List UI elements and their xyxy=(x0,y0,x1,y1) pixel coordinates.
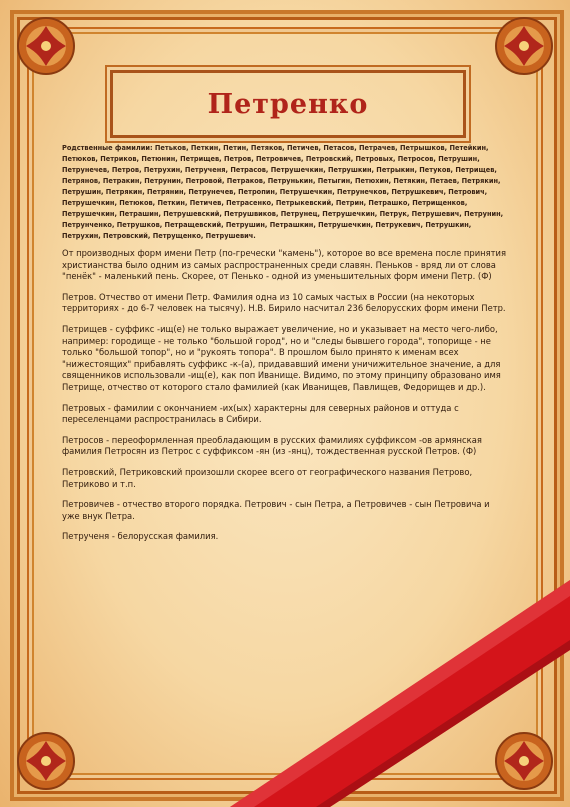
title-frame xyxy=(110,70,466,138)
related-surnames-list: Родственные фамилии: Петьков, Петкин, Петин, Петяков, Петичев, Петасов, Петрачев, Петрышков, Петейкин, Петюков, Петриков, Петюнин, Петрищев, Петров, Петровичев, Петровский, Петровых, Петросов, Петрушин, Петрунечев, Петров, Петрухин, Петрученя, Петрасов, Петрушечкин, Петрушкин, Петрыкин, Петуков, Петрищев, Петрянов, Петракин, Петрунин, Петровой, Петраков, Петрунькин, Петыгин, Петюхин, Петякин, Петаев, Петрякин, Петрушин, Петрякин, Петрянин, Петрунечев, Петропин, Петрушечкин, Петрунечков, Петрушкевич, Петрович, Петрушечкин, Петюков, Петкин, Петичев, Петрасенко, Петрыкевский, Петрин, Петрашко, Петрищенков, Петрушечкин, Петрашин, Петрушевский, Петрушвиков, Петрунец, Петрушечкин, Петрук, Петрушевич, Петрунин, Петрунченко, Петрушков, Петращевский, Петрушин, Петрашкин, Петрушечкин, Петрукевич, Петрушкин, Петрухин, Петровский, Петрущенко, Петрушевич. xyxy=(62,144,504,240)
document-body xyxy=(62,143,508,552)
paragraph-4: Петровых - фамилии с окончанием -их(ых) характерны для северных районов и оттуда с переселенцами распространилась в Сибири. xyxy=(62,402,459,425)
paragraph-7: Петровичев - отчество второго порядка. Петрович - сын Петра, а Петровичев - сын Петровича и уже внук Петра. xyxy=(62,499,490,521)
paragraph-5: Петросов - переоформленная преобладающим в русских фамилиях суффиксом -ов армянская фамилия Петросян из Петрос с суффиксом -ян (из -янц), тождественная русской Петров. (Ф) xyxy=(62,434,482,457)
paragraph-2: Петров. Отчество от имени Петр. Фамилия одна из 10 самых частых в России (на некоторых территориях - до 6-7 человек на тысячу). Н.В. Бирило насчитал 236 белорусских форм имени Петр. xyxy=(62,291,506,314)
corner-ornament-icon xyxy=(476,713,556,793)
corner-ornament-icon xyxy=(14,14,94,94)
paragraph-8: Петрученя - белорусская фамилия. xyxy=(62,531,219,542)
page-title: Петренко xyxy=(207,88,369,120)
corner-ornament-icon xyxy=(14,713,94,793)
paragraph-3: Петрищев - суффикс -ищ(е) не только выражает увеличение, но и указывает на место чего-либо, например: городище - не только "большой город", но и "следы бывшего города", топорище - не только "большой топор", но и "рукоять топора". В прошлом было принято к именам всех "нижестоящих" прибавлять суффикс -к-(а), придававший имени уничижительное значение, а для священников использовали -ищ(е), как поп Иванище. Видимо, по этому принципу образовано имя Петрище, отчество от которого стало фамилией (как Иванищев, Павлищев, Федорищев и др.). xyxy=(62,323,501,392)
paragraph-1: От производных форм имени Петр (по-гречески "камень"), которое во все времена после принятия христианства было одним из самых распространенных среди славян. Пеньков - вряд ли от слова "пенёк" - маленький пень. Скорее, от Пенько - одной из уменьшительных форм имени Петр. (Ф) xyxy=(62,248,507,282)
corner-ornament-icon xyxy=(476,14,556,94)
paragraph-6: Петровский, Петриковский произошли скорее всего от географического названия Петрово, Петриково и т.п. xyxy=(62,466,473,489)
